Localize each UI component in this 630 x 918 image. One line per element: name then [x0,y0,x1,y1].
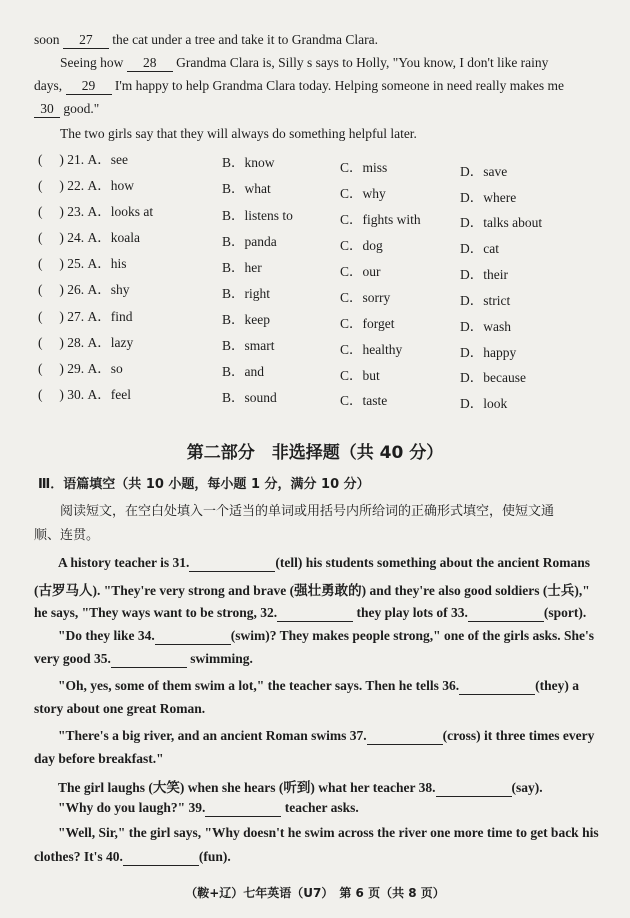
blank-39 [205,800,281,817]
passage-line-5 [60,126,417,142]
option-c: C．dog [340,238,383,253]
text: "There's a big river, and an ancient Roman swims 37. [58,728,367,743]
text: good." [63,101,100,116]
option-d: D．talks about [460,215,543,230]
blank-number: 29 [81,78,96,93]
option-c: C．but [340,368,380,383]
option-d: D．wash [460,319,511,334]
text: "Why do you laugh?" 39. [58,800,206,815]
option-c: C．taste [340,393,388,408]
option-b: B．and [222,364,264,379]
blank-30 [34,101,60,118]
option-a: A．see [87,152,128,167]
choice-row [38,200,153,220]
question-number: ( ) 30. [38,387,85,402]
text: (古罗马人). "They're very strong and brave (强壮勇敢的) and they're also good soldiers (士兵)," [34,583,590,598]
cloze-line [34,579,594,599]
text: soon [34,32,60,47]
question-number: ( ) 23. [38,204,85,219]
option-a: A．koala [87,230,140,245]
blank-28 [127,55,173,72]
question-number: ( ) 28. [38,335,85,350]
blank-27 [63,32,109,49]
text: Seeing how [60,55,124,70]
option-d: D．look [460,396,508,411]
option-b: B．what [222,181,271,196]
passage-line-1 [34,32,378,49]
text: "Well, Sir," the girl says, "Why doesn't he swim across the river one more time to get back his [58,825,599,840]
cloze-line [58,728,618,745]
text: A history teacher is 31. [58,555,190,570]
option-c: C．fights with [340,212,421,227]
option-d: D．because [460,370,526,385]
option-b: B．know [222,155,275,170]
blank-34 [155,628,231,645]
blank-29 [66,78,112,95]
option-b: B．her [222,260,262,275]
text: teacher asks. [284,800,359,815]
option-a: A．looks at [87,204,154,219]
section-instructions-cont: 顺、连贯。 [34,528,100,543]
text: (they) a [535,678,579,693]
text: The girl laughs (大笑) when she hears (听到) what her teacher 38. [58,780,436,795]
option-d: D．cat [460,241,499,256]
option-b: B．sound [222,390,277,405]
cloze-line [58,555,618,572]
question-number: ( ) 27. [38,309,85,324]
text: story about one great Roman. [34,701,206,716]
cloze-line [58,628,618,645]
blank-37 [367,728,443,745]
choice-row [38,252,127,272]
option-c: C．why [340,186,386,201]
text: (fun). [198,849,231,864]
blank-number: 27 [79,32,93,47]
choice-row [38,174,134,194]
option-c: C．healthy [340,342,403,357]
text: day before breakfast." [34,751,164,766]
blank-40 [123,849,199,866]
blank-35 [111,651,187,668]
text: they play lots of 33. [356,605,468,620]
passage-line-3 [34,78,564,95]
text: Grandma Clara is, Silly s says to Holly, "You know, I don't like rainy [176,55,549,70]
text: "Oh, yes, some of them swim a lot," the teacher says. Then he tells 36. [58,678,460,693]
blank-36 [459,678,535,695]
option-d: D．happy [460,345,517,360]
cloze-line [58,678,618,695]
text: (say). [511,780,543,795]
text: the cat under a tree and take it to Grandma Clara. [112,32,379,47]
blank-38 [436,780,512,797]
part-heading: 第二部分 非选择题（共 40 分） [186,443,444,463]
text: (tell) his students something about the ancient Romans [275,555,591,570]
text: days, [34,78,63,93]
question-number: ( ) 21. [38,152,85,167]
text: (swim)? They makes people strong," one of the girls asks. She's [230,628,595,643]
option-d: D．their [460,267,508,282]
question-number: ( ) 29. [38,361,85,376]
question-number: ( ) 25. [38,256,85,271]
cloze-line [34,605,594,622]
cloze-line [34,651,594,668]
choice-row [38,278,130,298]
blank-31 [189,555,275,572]
choice-row [38,383,131,403]
option-a: A．feel [87,387,131,402]
option-d: D．where [460,190,517,205]
option-c: C．miss [340,160,388,175]
option-a: A．find [87,309,133,324]
option-d: D．strict [460,293,511,308]
text: very good 35. [34,651,111,666]
option-b: B．smart [222,338,275,353]
blank-32 [277,605,353,622]
text: (cross) it three times every [442,728,595,743]
question-number: ( ) 24. [38,230,85,245]
option-d: D．save [460,164,508,179]
option-b: B．panda [222,234,277,249]
option-b: B．right [222,286,271,301]
choice-row [38,357,123,377]
question-number: ( ) 22. [38,178,85,193]
passage-line-4 [34,101,99,118]
option-a: A．shy [87,282,130,297]
text: swimming. [190,651,253,666]
section-title: Ⅲ．语篇填空（共 10 小题，每小题 1 分，满分 10 分） [38,477,370,492]
text: "Do they like 34. [58,628,155,643]
choice-row [38,226,140,246]
option-c: C．forget [340,316,395,331]
text: (sport). [543,605,587,620]
blank-number: 28 [143,55,157,70]
option-b: B．keep [222,312,270,327]
cloze-line [34,701,594,717]
question-number: ( ) 26. [38,282,85,297]
passage-line-2 [60,55,548,72]
blank-33 [468,605,544,622]
cloze-line [34,751,594,767]
text: I'm happy to help Grandma Clara today. Helping someone in need really makes me [114,78,565,93]
option-a: A．how [87,178,134,193]
option-a: A．lazy [87,335,134,350]
section-instructions: 阅读短文，在空白处填入一个适当的单词或用括号内所给词的正确形式填空，使短文通 [60,504,555,519]
option-a: A．his [87,256,127,271]
option-b: B．listens to [222,208,293,223]
text: clothes? It's 40. [34,849,123,864]
choice-row [38,305,133,325]
option-a: A．so [87,361,123,376]
choice-row [38,148,128,168]
option-c: C．sorry [340,290,391,305]
page-footer: （鞍+辽）七年英语（U7） 第 6 页（共 8 页） [185,886,445,900]
cloze-line [58,825,618,841]
choice-row [38,331,133,351]
option-c: C．our [340,264,381,279]
text: The two girls say that they will always do something helpful later. [60,126,417,141]
cloze-line [34,849,594,866]
cloze-line [58,800,618,817]
blank-number: 30 [40,101,54,116]
text: he says, "They ways want to be strong, 32. [34,605,278,620]
cloze-line [58,776,618,797]
